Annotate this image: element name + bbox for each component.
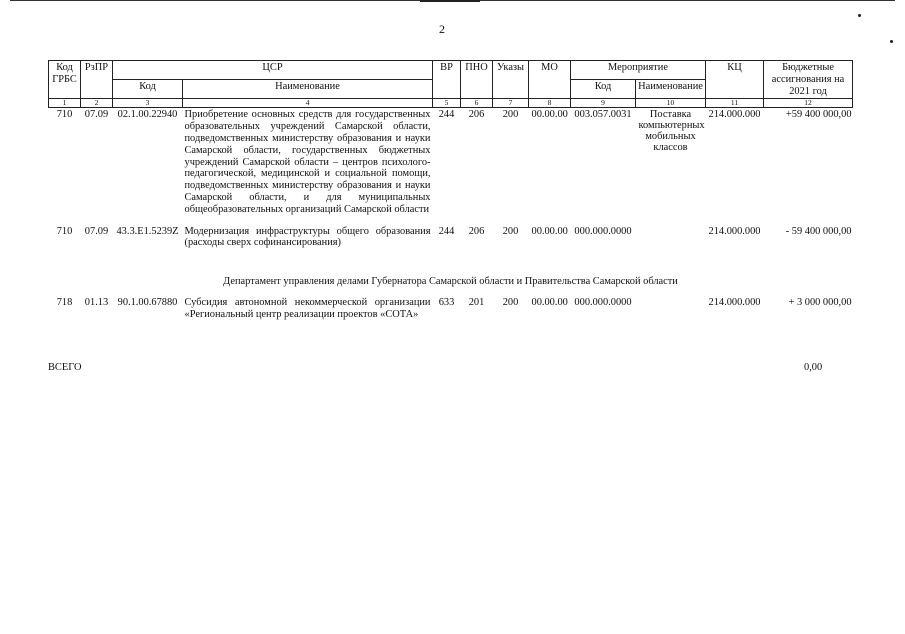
table-row — [49, 108, 853, 217]
table-row — [49, 225, 853, 251]
header-csr-kod: Код — [113, 80, 183, 99]
col-number: 8 — [529, 99, 571, 108]
cell-vr: 633 — [438, 296, 455, 308]
col-number: 4 — [183, 99, 433, 108]
col-number: 3 — [113, 99, 183, 108]
cell-mo: 00.00.00 — [531, 225, 568, 237]
header-mer-kod: Код — [571, 80, 636, 99]
cell-amount: - 59 400 000,00 — [785, 225, 852, 237]
total-value: 0,00 — [804, 362, 823, 373]
cell-amount: + 3 000 000,00 — [788, 296, 852, 308]
department-title: Департамент управления делами Губернатора Самарской области и Правительства Самарской области — [223, 276, 678, 288]
col-number: 6 — [461, 99, 493, 108]
col-number: 5 — [433, 99, 461, 108]
cell-kc: 214.000.000 — [708, 109, 761, 121]
header-budget: Бюджетные ассигнования на 2021 год — [764, 61, 853, 99]
cell-csr: 02.1.00.22940 — [117, 109, 178, 121]
cell-ukazy: 200 — [502, 109, 519, 121]
header-ukazy: Указы — [493, 61, 529, 99]
cell-mer-kod: 000.000.0000 — [574, 296, 632, 308]
col-number: 2 — [81, 99, 113, 108]
header-csr-name: Наименование — [183, 80, 433, 99]
department-row — [49, 250, 853, 296]
table-row — [49, 296, 853, 322]
col-number: 12 — [764, 99, 853, 108]
cell-mer-name: Поставка компьютерных мобильных классов — [638, 109, 705, 154]
cell-name: Модернизация инфраструктуры общего образования (расходы сверх софинансирования) — [184, 225, 431, 249]
cell-mo: 00.00.00 — [531, 296, 568, 308]
cell-rzpr: 01.13 — [84, 296, 109, 308]
cell-mer-name — [636, 296, 706, 322]
cell-mer-name — [636, 225, 706, 251]
row-spacer — [49, 217, 853, 225]
cell-mo: 00.00.00 — [531, 109, 568, 121]
header-rzpr: РзПР — [81, 61, 113, 99]
cell-amount: +59 400 000,00 — [785, 109, 852, 121]
top-border-mark — [420, 0, 480, 2]
col-number: 1 — [49, 99, 81, 108]
cell-vr: 244 — [438, 225, 455, 237]
cell-name: Субсидия автономной некоммерческой организации «Региональный центр реализации проектов «СОТА» — [184, 296, 431, 320]
cell-pno: 206 — [468, 109, 485, 121]
header-meropriyatie: Мероприятие — [571, 61, 706, 80]
budget-table — [48, 60, 853, 322]
scan-speck — [858, 14, 861, 17]
cell-kc: 214.000.000 — [708, 296, 761, 308]
header-kod-grbs: Код ГРБС — [49, 61, 81, 99]
header-csr: ЦСР — [113, 61, 433, 80]
header-kc: КЦ — [706, 61, 764, 99]
cell-grbs: 710 — [56, 109, 73, 121]
cell-pno: 201 — [468, 296, 485, 308]
scan-speck — [890, 40, 893, 43]
header-mer-name: Наименование — [636, 80, 706, 99]
col-number: 7 — [493, 99, 529, 108]
header-vr: ВР — [433, 61, 461, 99]
cell-rzpr: 07.09 — [84, 225, 109, 237]
cell-pno: 206 — [468, 225, 485, 237]
header-mo: МО — [529, 61, 571, 99]
cell-csr: 43.3.E1.5239Z — [116, 225, 179, 237]
page-number: 2 — [439, 22, 445, 36]
cell-grbs: 710 — [56, 225, 73, 237]
cell-name: Приобретение основных средств для государственных образовательных учреждений Самарской области, подведомственных министерству образования и науки Самарской области, государственных бюджетных учреждений Самарской области – центров психолого-педагогической, медицинской и социальной помощи, подведомственных министерству образования и науки Самарской области, и для муниципальных общеобразовательных организаций Самарской области — [184, 109, 431, 215]
cell-kc: 214.000.000 — [708, 225, 761, 237]
header-pno: ПНО — [461, 61, 493, 99]
col-number: 11 — [706, 99, 764, 108]
cell-csr: 90.1.00.67880 — [117, 296, 178, 308]
col-number: 9 — [571, 99, 636, 108]
cell-vr: 244 — [438, 109, 455, 121]
cell-mer-kod: 000.000.0000 — [574, 225, 632, 237]
cell-ukazy: 200 — [502, 296, 519, 308]
cell-ukazy: 200 — [502, 225, 519, 237]
cell-rzpr: 07.09 — [84, 109, 109, 121]
total-label: ВСЕГО — [48, 362, 82, 373]
col-number: 10 — [636, 99, 706, 108]
cell-grbs: 718 — [56, 296, 73, 308]
cell-mer-kod: 003.057.0031 — [574, 109, 632, 121]
